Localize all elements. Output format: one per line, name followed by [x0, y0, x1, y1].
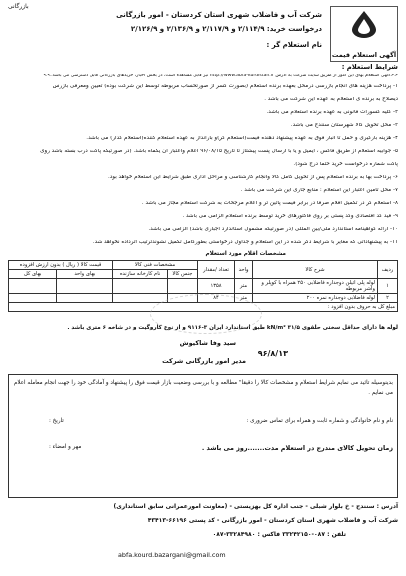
- bidder-name-label: نام استعلام گر :: [266, 41, 322, 49]
- company-title: شرکت آب و فاضلاب شهری استان کردستان - امور بازرگانی: [116, 11, 322, 19]
- bidder-date-label[interactable]: تاریخ :: [49, 418, 64, 424]
- col-row: ردیف: [378, 261, 398, 279]
- bidder-box: [8, 374, 398, 498]
- condition-line: ۳- محل تحویل کالا شهرستان سنندج می باشد.: [290, 123, 398, 128]
- col-unit: واحد: [235, 261, 253, 279]
- cell-total-price[interactable]: [9, 279, 57, 294]
- col-price-group: قیمت کالا ( ریال ) بدون ارزش افزوده: [9, 261, 113, 270]
- signer-title: مدیر امور بازرگانی شرکت: [162, 357, 246, 365]
- cell-unit-price[interactable]: [57, 279, 113, 294]
- col-name: شرح کالا: [253, 261, 378, 279]
- col-unit-price: بهای واحد: [57, 270, 113, 279]
- condition-line: ۸- استعلام گر در تکمیل اقلام صرفا در برابر قیمت پائین تر و اعلام مرجحات به شرکت استعلام مجاز می باشد .: [141, 201, 398, 206]
- col-total-price: بهای کل: [9, 270, 57, 279]
- condition-line: ۱۰- ارائه گواهینامه استاندارد ملی/بین المللی (در صورتیکه مشمول استاندارد اجباری باشد) الزامی می باشد.: [148, 227, 398, 232]
- condition-line: پاکت شماره درخواست خرید حتما درج شود).: [293, 162, 398, 167]
- top-note: بازرگانی: [8, 3, 29, 10]
- bidder-contact-label[interactable]: نام و نام خانوادگی و شماره ثابت و همراه برای تماس ضروری :: [246, 418, 393, 424]
- cell-maker: [113, 279, 168, 294]
- footer-email[interactable]: abfa.kourd.bazargani@gmail.com: [118, 551, 226, 559]
- condition-line: ۱- پرداخت هزینه های انجام بازرسی درمحل بعهده برنده استعلام (بصورت کسر از صورتحساب مربوطه توسط این شرکت بوده) تعیین ومعرفی بازرس: [52, 84, 398, 89]
- bidder-statement: بدینوسیله تائید می نمایم شرایط استعلام و مشخصات کالا را دقیقا" مطالعه و با بررسی وضعیت بازار قیمت فوق را پیشنهاد و آمادگی خود را جهت انجام معامله اعلام می نمایم .: [13, 380, 393, 396]
- company-stamp: [150, 294, 262, 334]
- col-specs-group: مشخصات فنی کالا: [113, 261, 198, 270]
- seal-signature-label[interactable]: مهر و امضاء :: [49, 444, 82, 450]
- condition-line: ۶- پرداخت بها به برنده استعلام پس از تحویل کامل کالا وانجام کارشناسی و مراحل اداری طبق شرایط این استعلام خواهد بود.: [108, 175, 398, 180]
- cell-total-price[interactable]: [9, 294, 57, 303]
- condition-line: ۱۱- به پیشنهاداتی که مغایر با شرایط ذکر شده در این استعلام و جداول درخواستی بطورکامل تکمیل نشوندترتیب اثرداده نخواهد شد.: [92, 240, 398, 245]
- col-quantity: تعداد /مقدار: [197, 261, 234, 279]
- water-drop-logo-icon: [346, 9, 382, 39]
- footer-address: آدرس : سنندج - خ بلوار شبلی - جنب اداره کل بهزیستی - (معاونت امورعمرانی سابق استانداری): [113, 503, 398, 510]
- condition-line: ۷- محل تامین اعتبار این استعلام : منابع جاری این شرکت می باشد .: [240, 188, 398, 193]
- signer-name: سید وفا شاکیوش: [179, 339, 236, 347]
- condition-line: ۹- قید کد اقتصادی وکد پستی بر روی فاکتورهای خرید توسط برنده استعلام الزامی می باشد .: [182, 214, 398, 219]
- website-note: <<آگهی استعلام بهای این امور از طریق سایت شرکت به آدرس http://www.abfa-kurdistan.ir نیز قابل مشاهده است، در بخش اخبار، خریدهای بازرگانی قابل دسترسی می باشد.>>: [43, 74, 398, 78]
- cell-unit-price[interactable]: [57, 294, 113, 303]
- pipe-note: لوله ها دارای حداقل سختی حلقوی kN/m² ۳۱/۵ طبق استاندارد ایران ۳-۹۱۱۶ و از نوع کاروگیت و در شاخه ۶ متری باشد .: [67, 325, 398, 331]
- conditions-title: شرایط استعلام :: [341, 63, 398, 71]
- table-caption: مشخصات اقلام مورد استعلام: [205, 251, 286, 257]
- signature-date: ۹۶/۸/۱۳: [257, 349, 288, 358]
- cell-unit: متر: [235, 279, 253, 294]
- col-maker: نام کارخانه سازنده: [113, 270, 168, 279]
- condition-line: ۲- کلیه کسورات قانونی به عهده برنده استعلام می باشد.: [266, 110, 398, 115]
- cell-material: [167, 279, 197, 294]
- cell-quantity: ۱۳۵۸: [197, 279, 234, 294]
- condition-line: ۵- جوابیه استعلام از طریق فاکس ، ایمیل و یا با ارسال پست پیشتاز تا تاریخ ۹۶/۰۸/۱۵ اعلام واعتبار آن یکماه باشد. (در صورتیکه پاکت درب بسته باشد روی: [40, 149, 398, 154]
- inquiry-number: درخواست خرید: ۲/۱۱۴/۹ و ۲/۱۱۷/۹ و ۲/۱۳۶/۹ و ۲/۱۲۶/۹: [130, 25, 322, 33]
- delivery-time-label[interactable]: زمان تحویل کالای مندرج در استعلام مدت.......روز می باشد .: [201, 444, 393, 452]
- company-logo: [330, 6, 398, 62]
- table-row: [9, 279, 398, 294]
- logo-caption: آگهی استعلام قیمت: [331, 51, 397, 59]
- total-words-label: مبلغ کل به حروف بدون افزود :: [9, 303, 398, 312]
- cell-row: ۱: [378, 279, 398, 294]
- cell-row: ۲: [378, 294, 398, 303]
- col-material: جنس کالا: [167, 270, 197, 279]
- cell-unit: متر: [235, 294, 253, 303]
- cell-name: لوله پلی اتیلن دوجداره فاضلابی ۲۵۰ همراه با کوپلر و واشر مربوطه: [253, 279, 378, 294]
- cell-maker: [113, 294, 168, 303]
- footer-company: شرکت آب و فاضلاب شهری استان کردستان - امور بازرگانی - کد پستی ۶۶۱۹۶-۴۳۴۱۳: [147, 517, 398, 524]
- cell-quantity: ۸۴: [197, 294, 234, 303]
- footer-phone: تلفن : ۰۸۷-۳۳۲۴۲۱۵۰ فاکس : ۳۳۲۸۴۹۸۰-۰۸۷: [212, 531, 346, 538]
- condition-line: ذیصلاح به برنده ی استعلام به عهده این شرکت می باشد .: [264, 97, 398, 102]
- condition-line: ۴- هزینه بارگیری و حمل تا انبار فوق به عهده پیشنهاد دهنده قیمت(استعلام گر)و بارانداز به عهده استعلام کننده(استعلام گذار) می باشد.: [86, 136, 398, 141]
- cell-name: لوله فاضلابی دوجداره نمره ۲۰۰: [253, 294, 378, 303]
